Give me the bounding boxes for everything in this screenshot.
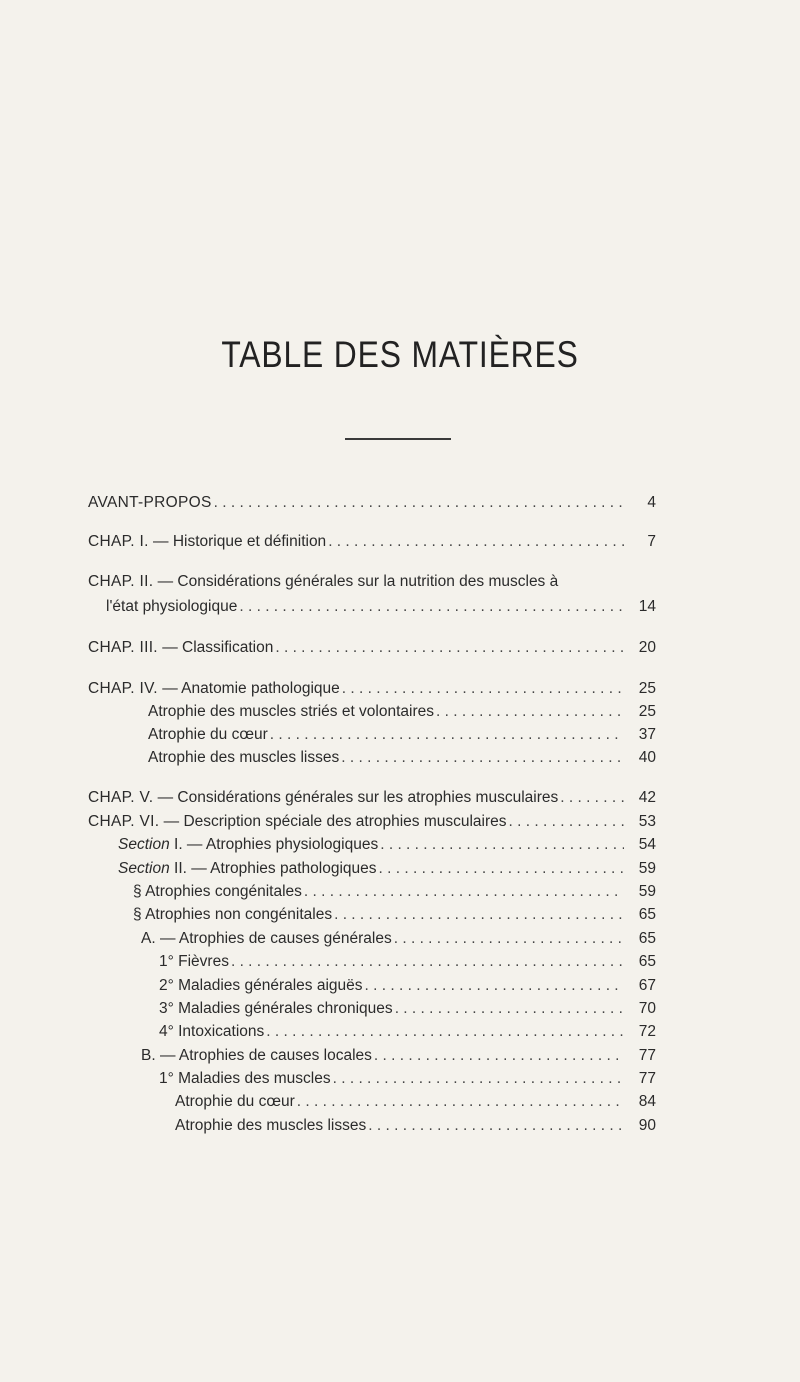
toc-label — [88, 639, 273, 657]
toc-entry-a-2 — [159, 977, 656, 995]
dot-leader — [560, 789, 624, 807]
chapter-title: — Description spéciale des atrophies musculaires — [159, 813, 507, 830]
dot-leader — [379, 860, 624, 878]
toc-label: A. — Atrophies de causes générales — [141, 930, 392, 947]
toc-entry-avant-propos — [88, 494, 656, 512]
dot-leader — [342, 680, 624, 698]
toc-label — [88, 813, 507, 831]
dot-leader — [368, 1117, 624, 1135]
dot-leader — [509, 813, 624, 831]
toc-page-number: 53 — [638, 813, 656, 830]
chapter-number: CHAP. VI. — [88, 813, 160, 830]
toc-entry-chap-4-sub-1 — [148, 703, 656, 721]
toc-page-number: 4 — [647, 494, 656, 511]
dot-leader — [341, 749, 624, 767]
chapter-title: — Considérations générales sur les atrophies musculaires — [153, 789, 559, 806]
toc-label — [118, 860, 377, 878]
dot-leader — [304, 883, 624, 901]
toc-entry-chap-4-sub-2 — [148, 726, 656, 744]
dot-leader — [297, 1093, 624, 1111]
toc-entry-a-4 — [159, 1023, 656, 1041]
toc-label: § Atrophies congénitales — [133, 883, 302, 900]
dot-leader — [270, 726, 624, 744]
toc-label: 3° Maladies générales chroniques — [159, 1000, 393, 1017]
toc-page-number: 7 — [647, 533, 656, 550]
toc-page-number: 65 — [638, 906, 656, 923]
toc-page-number: 14 — [638, 598, 656, 615]
toc-label — [88, 789, 558, 807]
toc-label: Atrophie des muscles lisses — [175, 1117, 367, 1134]
toc-page-number: 25 — [638, 680, 656, 697]
chapter-title: — Anatomie pathologique — [157, 680, 340, 697]
toc-entry-a — [141, 930, 656, 948]
chapter-title-continued: l'état physiologique — [106, 598, 238, 615]
dot-leader — [380, 836, 624, 854]
toc-label: Atrophie des muscles lisses — [148, 749, 340, 766]
toc-entry-b-1-b — [175, 1117, 656, 1135]
toc-page-number: 40 — [638, 749, 656, 766]
toc-page-number: 77 — [638, 1070, 656, 1087]
toc-page-number: 42 — [638, 789, 656, 806]
toc-page-number: 70 — [638, 1000, 656, 1017]
toc-page-number: 77 — [638, 1047, 656, 1064]
dot-leader — [231, 953, 624, 971]
toc-entry-section-2 — [118, 860, 656, 878]
dot-leader — [328, 533, 624, 551]
chapter-title: — Historique et définition — [148, 533, 327, 550]
toc-entry-chap-1 — [88, 533, 656, 551]
toc-page-number: 59 — [638, 883, 656, 900]
toc-label: Atrophie du cœur — [148, 726, 268, 743]
toc-label: 1° Fièvres — [159, 953, 229, 970]
dot-leader — [395, 1000, 624, 1018]
dot-leader — [365, 977, 624, 995]
toc-entry-a-3 — [159, 1000, 656, 1018]
dot-leader — [436, 703, 624, 721]
toc-page-number: 90 — [638, 1117, 656, 1134]
toc-label: Atrophie des muscles striés et volontaires — [148, 703, 435, 720]
toc-label: 2° Maladies générales aiguës — [159, 977, 363, 994]
toc-entry-chap-6 — [88, 813, 656, 831]
toc-entry-chap-2 — [106, 598, 656, 616]
dot-leader — [334, 906, 624, 924]
toc-entry-a-1 — [159, 953, 656, 971]
toc-entry-chap-4 — [88, 680, 656, 698]
toc-page-number: 20 — [638, 639, 656, 656]
toc-entry-b — [141, 1047, 656, 1065]
toc-label: 4° Intoxications — [159, 1023, 265, 1040]
section-word: Section — [118, 836, 170, 853]
toc-label — [118, 836, 378, 854]
title-divider — [345, 438, 451, 440]
dot-leader — [214, 494, 624, 512]
toc-page-number: 37 — [638, 726, 656, 743]
toc-entry-b-1-a — [175, 1093, 656, 1111]
toc-page-number: 54 — [638, 836, 656, 853]
toc-page-number: 25 — [638, 703, 656, 720]
toc-entry-chap-3 — [88, 639, 656, 657]
toc-label: § Atrophies non congénitales — [133, 906, 333, 923]
chapter-title: — Considérations générales sur la nutrition des muscles à — [153, 573, 559, 590]
toc-label — [88, 533, 326, 551]
section-title: I. — Atrophies physiologiques — [169, 836, 379, 853]
toc-entry-chap-5 — [88, 789, 656, 807]
chapter-title: — Classification — [157, 639, 274, 656]
toc-label: AVANT-PROPOS — [88, 494, 212, 511]
chapter-number: CHAP. II. — [88, 573, 154, 590]
dot-leader — [394, 930, 624, 948]
toc-entry-chap-4-sub-3 — [148, 749, 656, 767]
toc-entry-paragraph-2 — [133, 906, 656, 924]
chapter-number: CHAP. III. — [88, 639, 158, 656]
toc-entry-chap-2-line-1 — [88, 573, 558, 591]
chapter-number: CHAP. I. — [88, 533, 149, 550]
toc-page-number: 67 — [638, 977, 656, 994]
section-word: Section — [118, 860, 170, 877]
dot-leader — [374, 1047, 624, 1065]
toc-label: B. — Atrophies de causes locales — [141, 1047, 372, 1064]
toc-entry-paragraph-1 — [133, 883, 656, 901]
toc-label: Atrophie du cœur — [175, 1093, 295, 1110]
toc-page-number: 84 — [638, 1093, 656, 1110]
chapter-number: CHAP. IV. — [88, 680, 158, 697]
section-title: II. — Atrophies pathologiques — [169, 860, 377, 877]
toc-label: 1° Maladies des muscles — [159, 1070, 331, 1087]
dot-leader — [333, 1070, 624, 1088]
toc-page-number: 72 — [638, 1023, 656, 1040]
toc-page-number: 59 — [638, 860, 656, 877]
dot-leader — [266, 1023, 624, 1041]
toc-label — [88, 680, 340, 698]
chapter-number: CHAP. V. — [88, 789, 154, 806]
dot-leader — [275, 639, 624, 657]
toc-page-number: 65 — [638, 953, 656, 970]
toc-entry-b-1 — [159, 1070, 656, 1088]
toc-entry-section-1 — [118, 836, 656, 854]
page-title: TABLE DES MATIÈRES — [221, 334, 579, 375]
toc-page-number: 65 — [638, 930, 656, 947]
dot-leader — [239, 598, 624, 616]
